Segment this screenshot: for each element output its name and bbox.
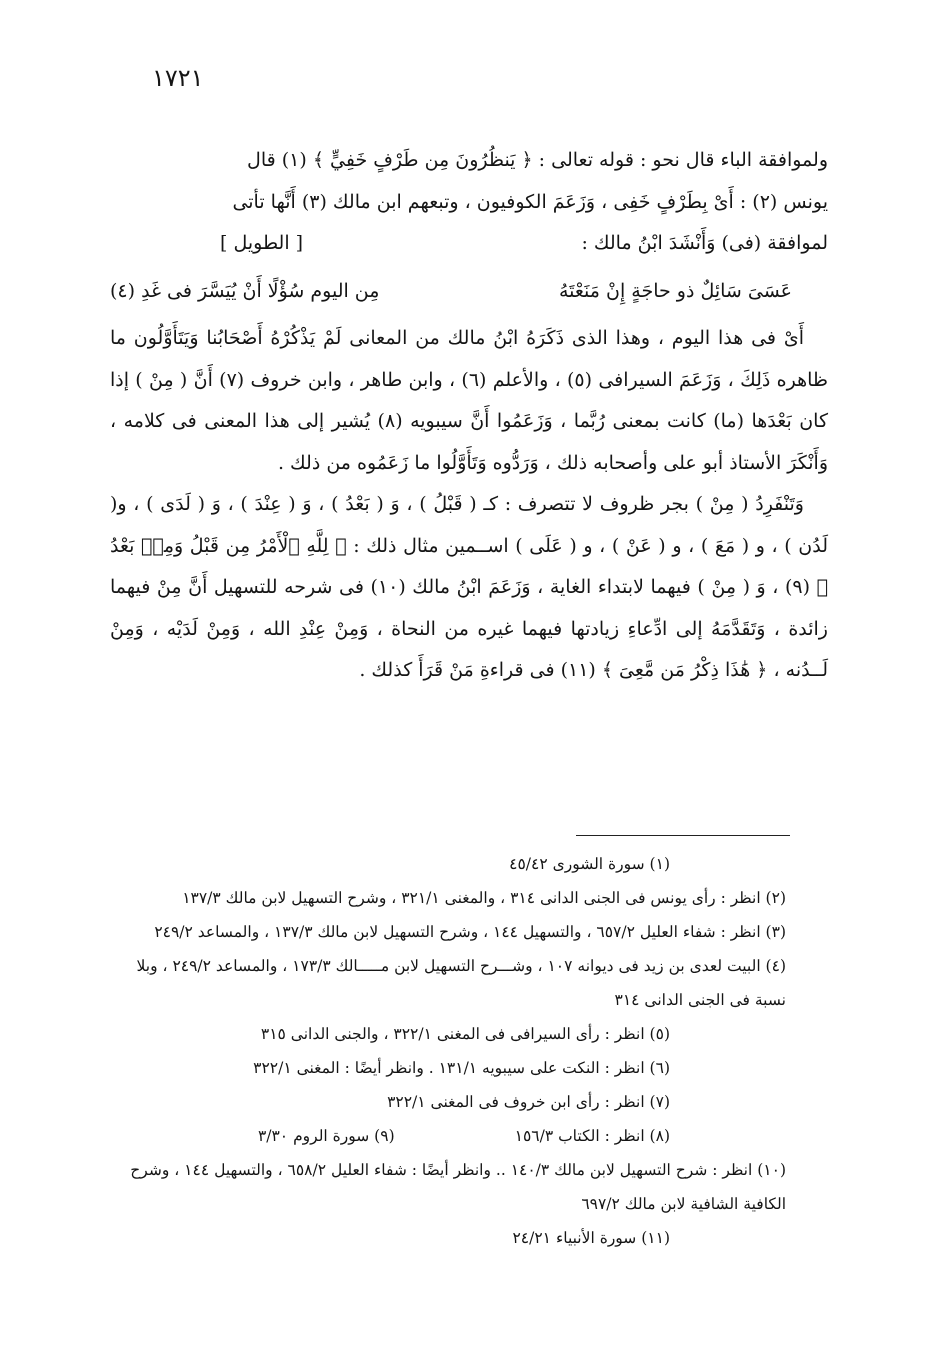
- paragraph: أَىْ فى هذا اليوم ، وهذا الذى ذَكَرَهُ ابْنُ مالك من المعانى لَمْ يَذْكُرْهُ أَصْحَابُنا وَيَتَأَوَّلُون ما ظاهره ذَلِكَ ، وَزَعَمَ السيرافى (٥) ، والأعلم (٦) ، وابن طاهر ، وابن خروف (٧) أَنَّ ( مِنْ ) إذا كان بَعْدَها (ما) كانت بمعنى رُبَّما ، وَزَعَمُوا أَنَّ سيبويه (٨) يُشير إلى هذا المعنى فى كلامه ، وَأَنْكَرَ الأستاذ أبو على وأصحابه ذلك ، وَرَدُّوه وَتَأَوَّلُوا ما زَعَمُوه من ذلك .: [110, 327, 829, 474]
- paragraph: وَتَنْفَرِدُ ( مِنْ ) بجر ظروف لا تتصرف : كـ ( قَبْلُ ) ، وَ ( بَعْدُ ) ، وَ ( عِنْدَ ) ، وَ ( لَدَى ) ، و( لَدُن ) ، و ( مَعَ ) ، و ( عَنْ ) ، و ( عَلَى ) اســمين مثال ذلك : ﴿ لِلَّهِ ٱلْأَمْرُ مِن قَبْلُ وَمِنۢ بَعْدُ ﴾ (٩) ، وَ ( مِنْ ) فيهما لابتداء الغاية ، وَزَعَمَ ابْنُ مالك (١٠) فى شرحه للتسهيل أَنَّ مِنْ فيهما زائدة ، وَتَقَدَّمَهُ إلى ادِّعاءِ زيادتها فيهما غيره من النحاة ، وَمِنْ عِنْدِ الله ، وَمِنْ لَدَيْه ، وَمِنْ لَــدُنه ، ﴿ هَٰذَا ذِكْرُ مَن مَّعِىَ ﴾ (١١) فى قراءةِ مَنْ قَرَأَ كذلك .: [110, 493, 828, 681]
- footnote: (٦) انظر : النكت على سيبويه ١٣١/١ . وانظر أيضًا : المغنى ٣٢٢/١: [253, 1059, 670, 1077]
- poetry-verse: [110, 265, 828, 319]
- body-line: ولموافقة الباء قال نحو : قوله تعالى : ﴿ يَنظُرُونَ مِن طَرْفٍ خَفِيٍّ ﴾ (١) قال: [247, 149, 828, 171]
- footnote: (٣) انظر : شفاء العليل ٦٥٧/٢ ، والتسهيل ١٤٤ ، وشرح التسهيل لابن مالك ١٣٧/٣ ، والمساعد ٢٤٩/٢: [154, 923, 786, 941]
- footnote: (١) سورة الشورى ٤٥/٤٢: [509, 855, 670, 873]
- page-number: ١٧٢١: [152, 64, 204, 92]
- footnote: (١٠) انظر : شرح التسهيل لابن مالك ١٤٠/٣ .. وانظر أيضًا : شفاء العليل ٦٥٨/٢ ، والتسهيل ١٤٤ ، وشرح الكافية الشافية لابن مالك ٦٩٧/٢: [130, 1161, 786, 1213]
- meter-tag: [ الطويل ]: [220, 232, 304, 254]
- footnote: (١١) سورة الأنبياء ٢٤/٢١: [512, 1229, 670, 1247]
- footnote: (٨) انظر : الكتاب ١٥٦/٣: [514, 1127, 670, 1145]
- verse-hemistich-left: مِن اليوم سُؤْلًا أَنْ يُيَسَّرَ فى غَدِ (٤): [110, 279, 380, 302]
- body-line: يونس (٢) : أَىْ بِطَرْفٍ خَفِى ، وَزَعَمَ الكوفيون ، وتبعهم ابن مالك (٣) أَنَّها تأتى: [232, 190, 828, 213]
- footnote: (٤) البيت لعدى بن زيد فى ديوانه ١٠٧ ، وشـــرح التسهيل لابن مـــــالك ١٧٣/٣ ، والمساعد ٢٤٩/٢ ، وبلا نسبة فى الجنى الدانى ٣١٤: [136, 957, 786, 1009]
- footnote: (٧) انظر : رأى ابن خروف فى المغنى ٣٢٢/١: [387, 1093, 670, 1111]
- footnote-divider: [576, 835, 790, 836]
- verse-hemistich-right: عَسَىَ سَائِلٌ ذو حاجَةٍ إِنْ مَنَعْتَهُ: [558, 279, 792, 302]
- footnotes: [110, 847, 800, 1255]
- footnote-row: [110, 1119, 800, 1153]
- footnote: (٩) سورة الروم ٣/٣٠: [257, 1127, 395, 1145]
- body-line: لموافقة (فى) وَأَنْشَدَ ابْنُ مالك :: [581, 232, 828, 254]
- footnote: (٥) انظر : رأى السيرافى فى المغنى ٣٢٢/١ ، والجنى الدانى ٣١٥: [260, 1025, 670, 1043]
- main-text: [110, 140, 828, 692]
- footnote: (٢) انظر : رأى يونس فى الجنى الدانى ٣١٤ ، والمغنى ٣٢١/١ ، وشرح التسهيل لابن مالك ١٣٧/٣: [182, 889, 786, 907]
- verse-intro-line: [110, 223, 828, 265]
